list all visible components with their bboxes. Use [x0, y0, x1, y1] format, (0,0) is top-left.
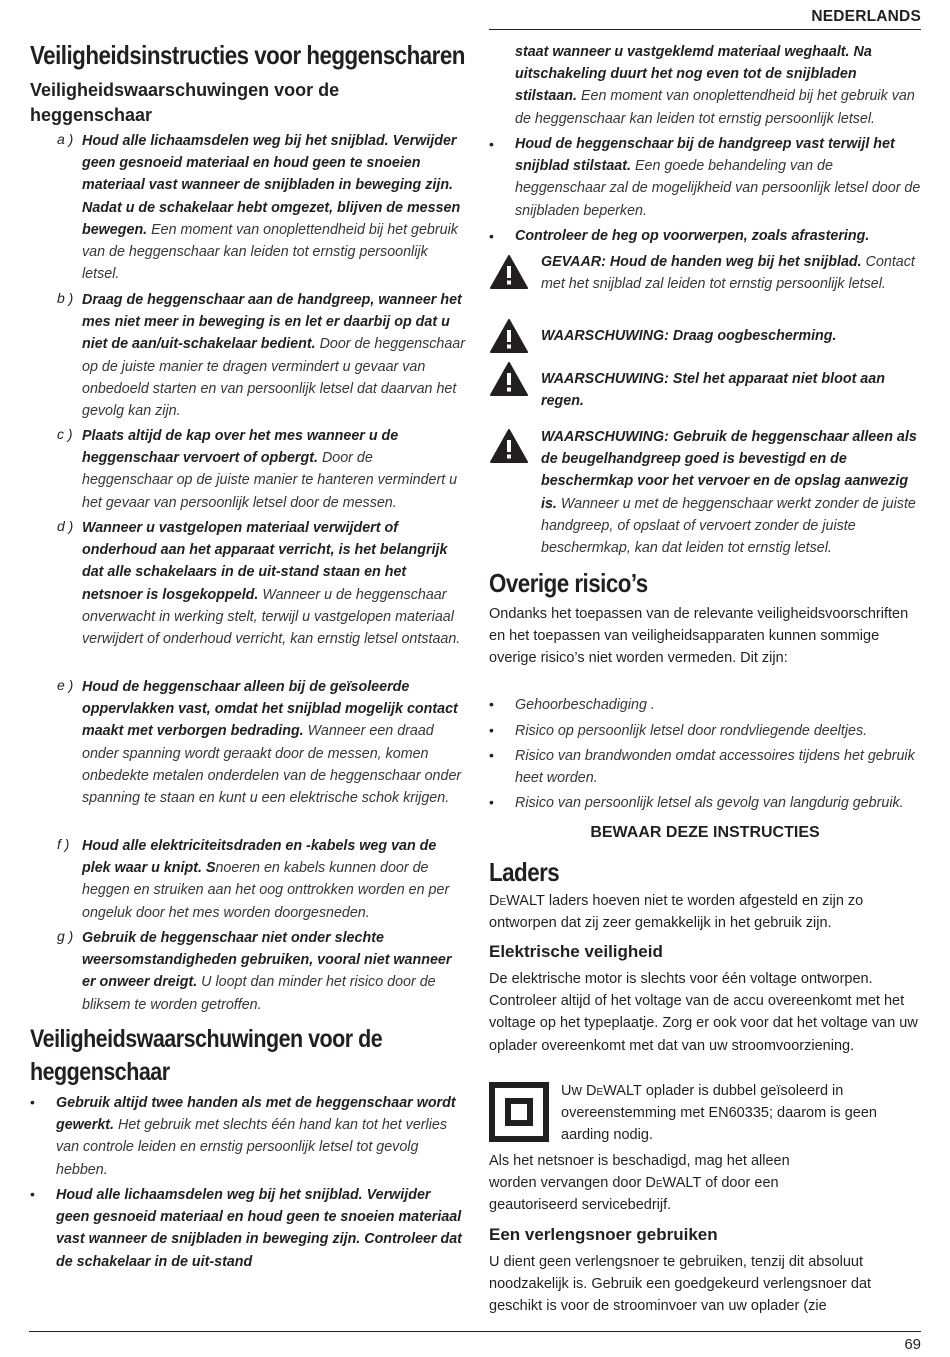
extension-cord-title: Een verlengsnoer gebruiken: [489, 1225, 718, 1244]
chargers-title: Laders: [489, 857, 560, 887]
safety-item-g: [82, 927, 466, 1016]
safety-item-d: [82, 517, 466, 650]
damaged-cord-text: [489, 1150, 819, 1217]
safety-item-g-bold: Gebruik de heggenschaar niet onder slechte weersomstandigheden gebruiken, vooral niet wanneer er onweer dreigt.: [82, 930, 452, 991]
brand-name-rest: eWALT: [655, 1175, 702, 1192]
brand-initial: D: [645, 1175, 656, 1192]
warning-triangle-icon: [489, 254, 529, 290]
subtitle-line-1: Veiligheidswaarschuwingen voor de: [30, 80, 340, 100]
risk-prolonged-use: [515, 792, 921, 814]
left-bullet-1-bold: Gebruik altijd twee handen als met de heggenschaar wordt gewerkt.: [56, 1095, 456, 1134]
safety-item-g-text: U loopt dan minder het risico door de bliksem te worden getroffen.: [82, 974, 436, 1013]
warning-handle-bold: WAARSCHUWING: Gebruik de heggenschaar alleen als de beugelhandgreep goed is bevestigd en de beschermkap voor het vervoer en de opslag aanwezig is.: [541, 429, 917, 512]
item-marker-g: g ): [57, 928, 74, 944]
continued-bullet: [515, 41, 921, 130]
chargers-text: [489, 890, 921, 934]
section2-title-line-2: heggenschaar: [30, 1058, 170, 1086]
safety-item-b: [82, 289, 466, 422]
right-bullet-2-bold: Controleer de heg op voorwerpen, zoals afrastering.: [515, 228, 870, 244]
chargers-text-body: laders hoeven niet te worden afgesteld en zijn zo ontworpen dat zij zeer gemakkelijk in het gebruik zijn.: [489, 893, 864, 932]
bullet-marker: •: [30, 1186, 35, 1202]
safety-item-b-bold: Draag de heggenschaar aan de handgreep, wanneer het mes niet meer in beweging is en let er daarbij op dat u niet de aan/uit-schakelaar bedient.: [82, 292, 462, 353]
warning-triangle-icon: [489, 318, 529, 354]
right-bullet-1-text: Een goede behandeling van de heggenschaar zal de mogelijkheid van persoonlijk letsel door de snijbladen beperken.: [515, 158, 921, 219]
bullet-marker: •: [489, 136, 494, 152]
bullet-marker: •: [489, 747, 494, 763]
risk-hearing: [515, 694, 921, 716]
item-marker-f: f ): [57, 836, 70, 852]
item-marker-d: d ): [57, 518, 74, 534]
bullet-marker: •: [489, 794, 494, 810]
page-header-language: NEDERLANDS: [811, 8, 921, 25]
residual-risks-intro: Ondanks het toepassen van de relevante veiligheidsvoorschriften en het toepassen van veiligheidsapparaten kunnen sommige overige risico’s niet worden vermeden. Dit zijn:: [489, 606, 909, 667]
bullet-marker: •: [489, 722, 494, 738]
warning-rain: [541, 368, 921, 412]
left-bullet-2: [56, 1184, 466, 1273]
section2-title-line-1: Veiligheidswaarschuwingen voor de: [30, 1025, 383, 1053]
warning-danger-text: Contact met het snijblad zal leiden tot ernstig persoonlijk letsel.: [541, 254, 915, 293]
risk-burns: [515, 745, 921, 789]
safety-item-e-text: Wanneer een draad onder spanning wordt geraakt door de messen, komen onbedekte metalen onderdelen van de heggenschaar onder spanning te staan en kunt u een elektrische schok krijgen.: [82, 723, 462, 807]
item-marker-b: b ): [57, 290, 74, 306]
extension-cord-text: U dient geen verlengsnoer te gebruiken, tenzij dit absoluut noodzakelijk is. Gebruik een goedgekeurd verlengsnoer dat geschikt is voor de stroominvoer van uw oplader (zie: [489, 1254, 872, 1315]
risk-burns-text: Risico van brandwonden omdat accessoires tijdens het gebruik heet worden.: [515, 748, 915, 787]
page-number: 69: [904, 1336, 921, 1353]
left-bullet-1-text: Het gebruik met slechts één hand kan tot het verlies van controle leiden en ernstig persoonlijk letsel tot gevolg hebben.: [56, 1117, 447, 1178]
warning-danger: [541, 251, 921, 295]
safety-item-c-bold: Plaats altijd de kap over het mes wanneer u de heggenschaar vervoert of opbergt.: [82, 428, 399, 467]
double-insulation-body: oplader is dubbel geïsoleerd in overeenstemming met EN60335; daarom is geen aarding nodig.: [561, 1083, 877, 1144]
safety-item-b-text: Door de heggenschaar op de juiste manier te dragen vermindert u gevaar van onbedoeld starten en van persoonlijk letsel dat daarvan het gevolg kan zijn.: [82, 336, 466, 420]
warning-handle: [541, 426, 921, 559]
item-marker-c: c ): [57, 426, 73, 442]
continued-bullet-bold: staat wanneer u vastgeklemd materiaal weghaalt. Na uitschakeling duurt het nog even tot de snijbladen stilstaan.: [515, 44, 872, 105]
warning-eye-protection: [541, 325, 921, 347]
safety-item-d-bold: Wanneer u vastgelopen materiaal verwijdert of onderhoud aan het apparaat verricht, is het belangrijk dat alle schakelaars in de uit-stand staan en het netsnoer is losgekoppeld.: [82, 520, 448, 603]
brand-name-rest: eWALT: [499, 893, 545, 909]
safety-item-f: [82, 835, 466, 924]
subtitle-line-2: heggenschaar: [30, 105, 153, 125]
double-insulation-icon: [489, 1082, 549, 1142]
residual-risks-title: Overige risico’s: [489, 568, 648, 598]
risk-particles: [515, 720, 921, 742]
warning-triangle-icon: [489, 361, 529, 397]
brand-initial: D: [489, 893, 500, 909]
safety-item-a: [82, 130, 466, 285]
keep-instructions-heading: BEWAAR DEZE INSTRUCTIES: [590, 824, 820, 841]
safety-item-e-bold: Houd de heggenschaar alleen bij de geïsoleerde oppervlakken vast, omdat het snijblad mogelijk contact maakt met verborgen bedrading.: [82, 679, 458, 740]
damaged-cord-pre: Als het netsnoer is beschadigd, mag het alleen worden vervangen door: [489, 1153, 790, 1192]
safety-item-e: [82, 676, 466, 809]
right-bullet-1: [515, 133, 921, 222]
footer-rule: [29, 1331, 921, 1332]
header-rule: [489, 29, 921, 30]
safety-item-f-text: noeren en kabels kunnen door de heggen en struiken aan het oog onttrokken worden en per ongeluk door het mes worden doorgesneden.: [82, 860, 450, 921]
safety-item-a-bold: Houd alle lichaamsdelen weg bij het snijblad. Verwijder geen gesnoeid materiaal en houd geen te snoeien materiaal vast wanneer de snijbladen in beweging zijn. Nadat u de schakelaar hebt omgezet, blijven de messen bewegen.: [82, 133, 461, 238]
double-insulation-text: [561, 1080, 921, 1147]
brand-initial: D: [585, 1083, 597, 1099]
warning-eye-protection-bold: WAARSCHUWING: Draag oogbescherming.: [541, 328, 837, 344]
safety-item-d-text: Wanneer u de heggenschaar onverwacht in werking stelt, terwijl u vastgelopen materiaal verwijdert of onderhoud verricht, kan ernstig letsel ontstaan.: [82, 586, 461, 648]
left-bullet-2-bold: Houd alle lichaamsdelen weg bij het snijblad. Verwijder geen gesnoeid materiaal en houd geen te snoeien materiaal vast wanneer de snijbladen in beweging zijn. Controleer dat de schakelaar in de uit-stand: [56, 1187, 462, 1270]
warning-danger-bold: GEVAAR: Houd de handen weg bij het snijblad.: [541, 254, 862, 270]
page-title: Veiligheidsinstructies voor heggenscharen: [30, 40, 465, 70]
item-marker-e: e ): [57, 677, 74, 693]
double-insulation-pre: Uw: [561, 1083, 586, 1099]
warning-rain-bold: WAARSCHUWING: Stel het apparaat niet bloot aan regen.: [541, 371, 885, 410]
electrical-safety-title: Elektrische veiligheid: [489, 942, 663, 961]
right-bullet-1-bold: Houd de heggenschaar bij de handgreep vast terwijl het snijblad stilstaat.: [515, 136, 895, 175]
warning-triangle-icon: [489, 428, 529, 464]
warning-handle-text: Wanneer u met de heggenschaar werkt zonder de juiste handgreep, of opslaat of vervoert zonder de juiste beschermkap, kan dat leiden tot ernstig letsel.: [541, 495, 916, 557]
right-bullet-2: [515, 225, 921, 247]
bullet-marker: •: [30, 1094, 35, 1110]
safety-item-c: [82, 425, 466, 514]
safety-item-f-bold: Houd alle elektriciteitsdraden en -kabels weg van de plek waar u knipt. S: [82, 838, 437, 877]
risk-hearing-text: Gehoorbeschadiging .: [515, 697, 655, 713]
bullet-marker: •: [489, 696, 494, 712]
left-bullet-1: [56, 1092, 466, 1181]
electrical-safety-text: De elektrische motor is slechts voor één voltage ontworpen. Controleer altijd of het voltage van de accu overeenkomt met het voltage op het typeplaatje. Zorg er ook voor dat het voltage van uw oplader overeenkomt met dat van uw stroomvoorziening.: [489, 971, 918, 1054]
safety-item-a-text: Een moment van onoplettendheid bij het gebruik van de heggenschaar kan leiden tot ernstig persoonlijk letsel.: [82, 221, 458, 283]
risk-prolonged-use-text: Risico van persoonlijk letsel als gevolg van langdurig gebruik.: [515, 795, 904, 811]
continued-bullet-text: Een moment van onoplettendheid bij het gebruik van de heggenschaar kan leiden tot ernstig persoonlijk letsel.: [515, 88, 915, 127]
bullet-marker: •: [489, 228, 494, 244]
item-marker-a: a ): [57, 131, 74, 147]
brand-name-rest: eWALT: [596, 1083, 642, 1099]
safety-item-c-text: Door de heggenschaar op de juiste manier te hanteren vermindert u het gevaar van persoonlijk letsel door de messen.: [82, 450, 458, 511]
damaged-cord-post: of door een geautoriseerd servicebedrijf.: [489, 1175, 779, 1214]
risk-particles-text: Risico op persoonlijk letsel door rondvliegende deeltjes.: [515, 723, 868, 739]
